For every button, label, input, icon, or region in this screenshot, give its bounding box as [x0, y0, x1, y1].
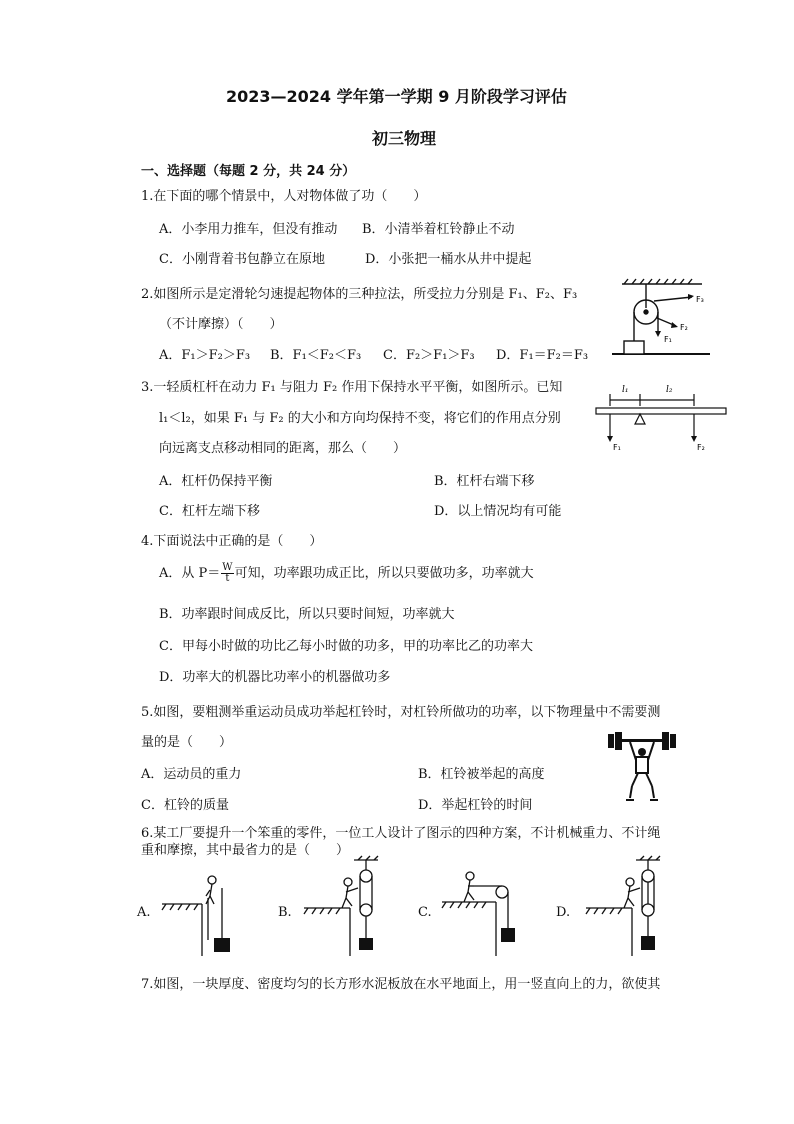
question-1-stem: 1.在下面的哪个情景中，人对物体做了功（ ）: [141, 189, 427, 204]
page-subtitle: 初三物理: [372, 129, 437, 148]
q5-option-a: A．运动员的重力: [141, 767, 242, 782]
q6-option-d-label: D.: [556, 905, 571, 920]
q5-option-c: C．杠铃的质量: [141, 798, 229, 813]
q1-option-c: C．小刚背着书包静立在原地: [159, 252, 325, 267]
q2-option-b: B．F₁＜F₂＜F₃: [270, 348, 362, 363]
weightlifter-figure: [606, 728, 678, 806]
power-formula-fraction: [221, 563, 233, 584]
question-3-stem-cont: l₁＜l₂，如果 F₁ 与 F₂ 的大小和方向均保持不变，将它们的作用点分别: [159, 411, 561, 426]
q4-option-d: D．功率大的机器比功率小的机器做功多: [159, 670, 391, 685]
weight-block: [624, 341, 644, 354]
q4-option-c: C．甲每小时做的功比乙每小时做的功多，甲的功率比乙的功率大: [159, 639, 533, 654]
load-block: [359, 938, 373, 950]
q2-option-c: C．F₂＞F₁＞F₃: [383, 348, 475, 363]
force-label-f1: F₁: [613, 443, 621, 452]
question-3-stem-cont2: 向远离支点移动相同的距离，那么（ ）: [159, 441, 407, 456]
load-block: [501, 928, 515, 942]
question-5-stem-cont: 量的是（ ）: [141, 735, 233, 750]
load-block: [641, 936, 655, 950]
q2-option-d: D．F₁＝F₂＝F₃: [496, 348, 589, 363]
fraction-numerator: W: [222, 562, 233, 573]
length-label-l2: l₂: [666, 385, 673, 395]
force-label-f1: F₁: [664, 335, 672, 344]
load-block: [214, 938, 230, 952]
q5-option-b: B．杠铃被举起的高度: [418, 767, 545, 782]
lever-figure: [594, 382, 728, 454]
q1-option-b: B．小清举着杠铃静止不动: [362, 222, 515, 237]
question-2-stem-cont: （不计摩擦）（ ）: [159, 317, 283, 332]
fraction-denominator: t: [225, 573, 230, 584]
question-6-stem: 6.某工厂要提升一个笨重的零件，一位工人设计了图示的四种方案，不计机械重力、不计绳: [141, 826, 661, 841]
question-7-stem: 7.如图，一块厚度、密度均匀的长方形水泥板放在水平地面上，用一竖直向上的力，欲使其: [141, 977, 661, 992]
q6-option-b-label: B.: [278, 905, 292, 920]
question-3-stem: 3.一轻质杠杆在动力 F₁ 与阻力 F₂ 作用下保持水平平衡，如图所示。已知: [141, 380, 563, 395]
q2-option-a: A．F₁＞F₂＞F₃: [159, 348, 251, 363]
question-2-stem: 2.如图所示是定滑轮匀速提起物体的三种拉法，所受拉力分别是 F₁、F₂、F₃: [141, 287, 578, 302]
question-5-stem: 5.如图，要粗测举重运动员成功举起杠铃时，对杠铃所做功的功率，以下物理量中不需要测: [141, 705, 661, 720]
scheme-b-figure: [302, 858, 392, 958]
question-4-stem: 4.下面说法中正确的是（ ）: [141, 534, 323, 549]
q3-option-b: B．杠杆右端下移: [434, 474, 535, 489]
question-6-stem-cont: 重和摩擦，其中最省力的是（ ）: [141, 843, 350, 858]
q3-option-c: C．杠杆左端下移: [159, 504, 260, 519]
force-label-f2: F₂: [697, 443, 705, 452]
q4-option-a-suffix: 可知，功率跟功成正比，所以只要做功多，功率就大: [234, 566, 534, 581]
q3-option-d: D．以上情况均有可能: [434, 504, 562, 519]
length-label-l1: l₁: [622, 385, 629, 395]
fixed-pulley-figure: [610, 278, 714, 358]
page-title: 2023—2024 学年第一学期 9 月阶段学习评估: [226, 87, 567, 106]
q4-option-a: [159, 562, 534, 584]
scheme-d-figure: [584, 858, 674, 958]
scheme-c-figure: [440, 862, 530, 958]
q4-option-a-prefix: A．从 P＝: [159, 566, 221, 581]
q3-option-a: A．杠杆仍保持平衡: [159, 474, 273, 489]
q4-option-b: B．功率跟时间成反比，所以只要时间短，功率就大: [159, 607, 455, 622]
q6-option-c-label: C.: [418, 905, 432, 920]
q5-option-d: D．举起杠铃的时间: [418, 798, 533, 813]
force-label-f3: F₃: [696, 295, 704, 304]
q1-option-d: D．小张把一桶水从井中提起: [365, 252, 532, 267]
section-heading: 一、选择题（每题 2 分，共 24 分）: [141, 164, 356, 179]
force-label-f2: F₂: [680, 323, 688, 332]
q6-option-a-label: A.: [137, 905, 151, 920]
scheme-a-figure: [160, 868, 240, 958]
q1-option-a: A．小李用力推车，但没有推动: [159, 222, 338, 237]
